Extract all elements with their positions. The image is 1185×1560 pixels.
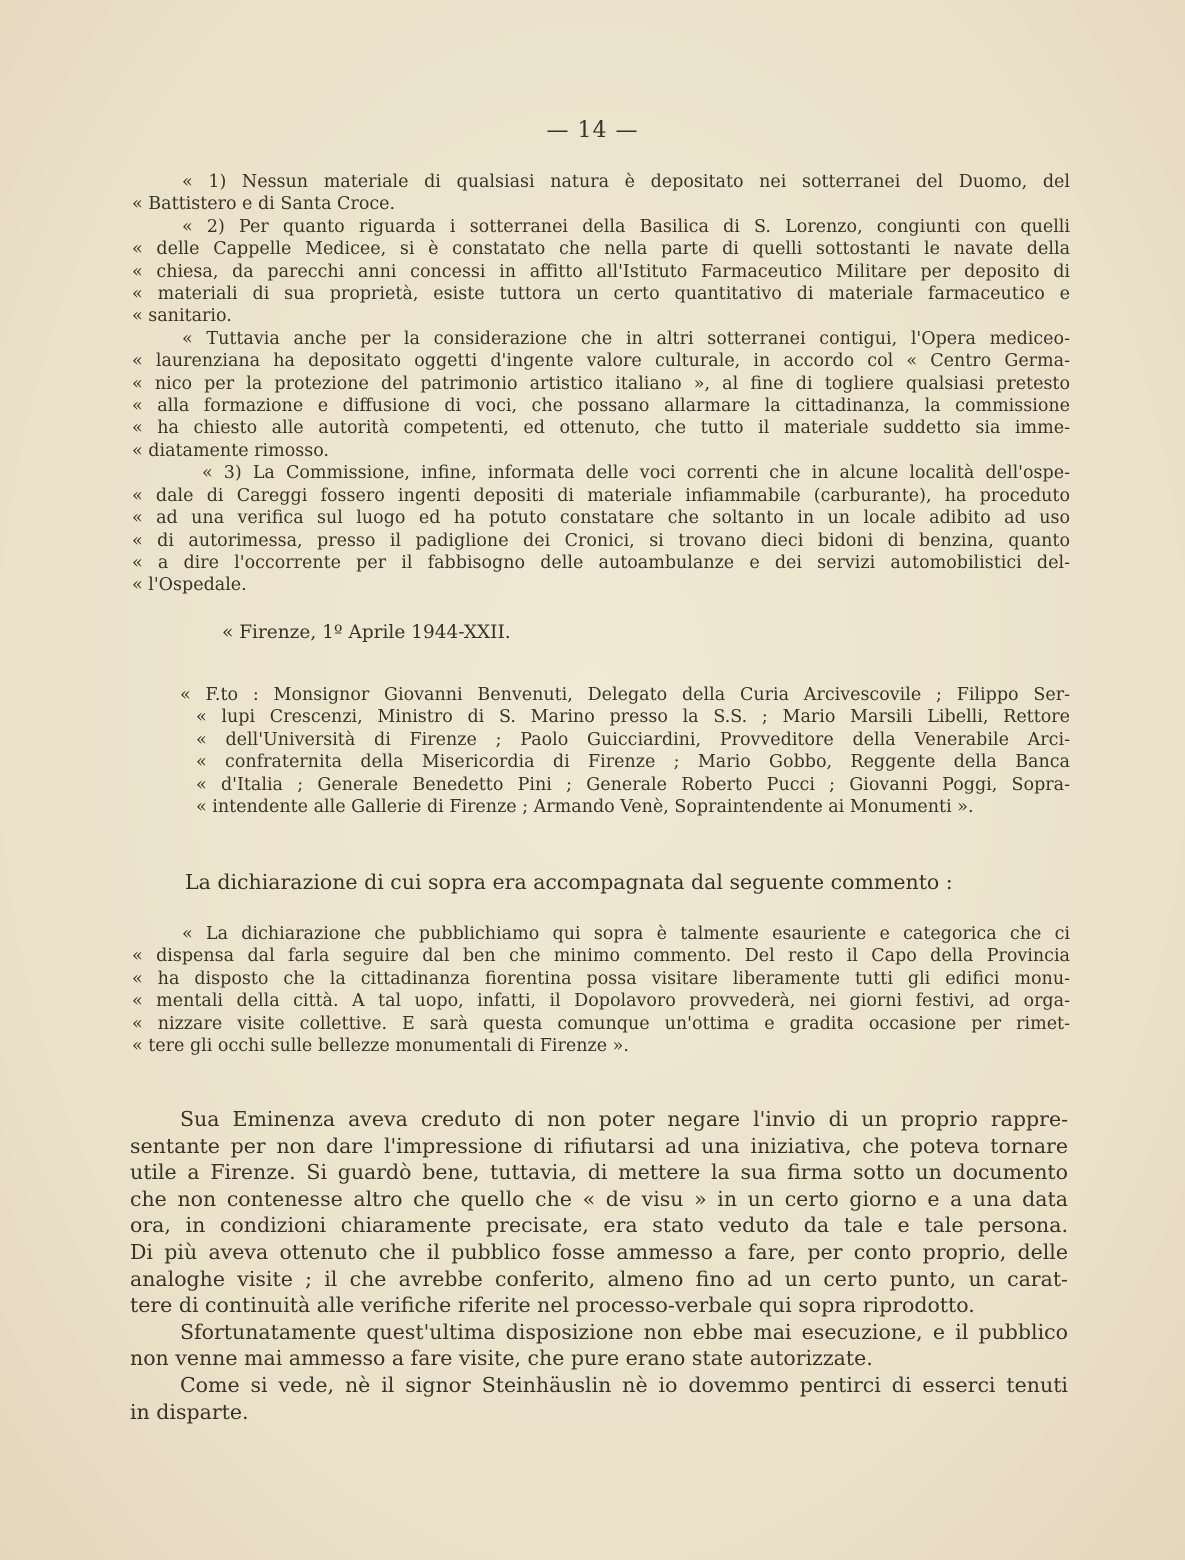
text-line: Sua Eminenza aveva creduto di non poter negare l'invio di un proprio rappre- [180, 1107, 1068, 1131]
text-line: tere di continuità alle verifiche riferite nel processo-verbale qui sopra riprodotto. [130, 1293, 975, 1318]
text-line: ora, in condizioni chiaramente precisate, era stato veduto da tale e tale persona. [130, 1213, 1068, 1238]
text-line: « nizzare visite collettive. E sarà questa comunque un'ottima e gradita occasione per rimet- [132, 1013, 1070, 1034]
text-line: « La dichiarazione che pubblichiamo qui sopra è talmente esauriente e categorica che ci [182, 924, 1070, 944]
text-line: che non contenesse altro che quello che « de visu » in un certo giorno e a una data [130, 1186, 1068, 1211]
text-line: « alla formazione e diffusione di voci, che possano allarmare la cittadinanza, la commissione [132, 396, 1070, 417]
declaration-paragraph-3 [132, 328, 1070, 462]
text-line: « nico per la protezione del patrimonio artistico italiano », al fine di togliere qualsiasi pretesto [132, 373, 1070, 394]
declaration-paragraph-1 [132, 171, 1070, 216]
text-line: « mentali della città. A tal uopo, infatti, il Dopolavoro provvederà, nei giorni festivi, ad orga- [132, 991, 1070, 1012]
signature-line: « confraternita della Misericordia di Firenze ; Mario Gobbo, Reggente della Banca [196, 752, 1070, 773]
signature-line: « d'Italia ; Generale Benedetto Pini ; Generale Roberto Pucci ; Giovanni Poggi, Sopra- [196, 774, 1070, 795]
declaration-block [132, 171, 1070, 597]
signature-line: « dell'Università di Firenze ; Paolo Guicciardini, Provveditore della Venerabile Arci- [196, 729, 1070, 750]
text-line: « ad una verifica sul luogo ed ha potuto constatare che soltanto in un locale adibito ad uso [132, 508, 1070, 529]
text-line: sentante per non dare l'impressione di rifiutarsi ad una iniziativa, che poteva tornare [130, 1133, 1068, 1158]
text-line: non venne mai ammesso a fare visite, che pure erano state autorizzate. [130, 1346, 873, 1371]
comment-block [132, 923, 1070, 1057]
text-line: « ha disposto che la cittadinanza fiorentina possa visitare liberamente tutti gli edifici monu- [132, 968, 1070, 989]
comment-intro: La dichiarazione di cui sopra era accompagnata dal seguente commento : [185, 870, 953, 894]
text-line: « 2) Per quanto riguarda i sotterranei della Basilica di S. Lorenzo, congiunti con quelli [182, 216, 1070, 237]
page-number: — 14 — [546, 118, 639, 143]
declaration-paragraph-2 [132, 216, 1070, 328]
text-line: « l'Ospedale. [132, 575, 247, 596]
text-line: « a dire l'occorrente per il fabbisogno delle autoambulanze e dei servizi automobilistici del- [132, 552, 1070, 573]
date-line: « Firenze, 1º Aprile 1944-XXII. [222, 622, 511, 643]
text-line: analoghe visite ; il che avrebbe conferito, almeno fino ad un certo punto, un carat- [130, 1266, 1068, 1291]
text-line: « sanitario. [132, 306, 232, 327]
text-line: « di autorimessa, presso il padiglione dei Cronici, si trovano dieci bidoni di benzina, quanto [132, 530, 1070, 551]
signature-line: « F.to : Monsignor Giovanni Benvenuti, Delegato della Curia Arcivescovile ; Filippo Ser- [180, 685, 1070, 705]
text-line: « laurenziana ha depositato oggetti d'ingente valore culturale, in accordo col « Centro Germa- [132, 351, 1070, 372]
signature-line: « lupi Crescenzi, Ministro di S. Marino presso la S.S. ; Mario Marsili Libelli, Rettore [196, 707, 1070, 728]
text-line: « Battistero e di Santa Croce. [132, 194, 396, 215]
text-line: « dale di Careggi fossero ingenti depositi di materiale infiammabile (carburante), ha proceduto [132, 485, 1070, 506]
narrative-paragraph-1 [130, 1106, 1068, 1319]
text-line: « diatamente rimosso. [132, 440, 329, 461]
text-line: « materiali di sua proprietà, esiste tuttora un certo quantitativo di materiale farmaceutico e [132, 284, 1070, 305]
declaration-paragraph-4 [132, 462, 1070, 596]
text-line: utile a Firenze. Si guardò bene, tuttavia, di mettere la sua firma sotto un documento [130, 1160, 1068, 1185]
text-line: « 1) Nessun materiale di qualsiasi natura è depositato nei sotterranei del Duomo, del [182, 172, 1070, 192]
text-line: Sfortunatamente quest'ultima disposizione non ebbe mai esecuzione, e il pubblico [180, 1319, 1068, 1344]
text-line: in disparte. [130, 1399, 249, 1424]
text-line: « Tuttavia anche per la considerazione che in altri sotterranei contigui, l'Opera mediceo- [182, 328, 1070, 349]
narrative-paragraph-2 [130, 1319, 1068, 1372]
text-line: « ha chiesto alle autorità competenti, ed ottenuto, che tutto il materiale suddetto sia imme- [132, 418, 1070, 439]
text-line: Come si vede, nè il signor Steinhäuslin nè io dovemmo pentirci di esserci tenuti [180, 1372, 1068, 1397]
narrative-paragraph-3 [130, 1372, 1068, 1425]
text-line: « tere gli occhi sulle bellezze monumentali di Firenze ». [132, 1036, 629, 1057]
text-line: « chiesa, da parecchi anni concessi in affitto all'Istituto Farmaceutico Militare per deposito di [132, 261, 1070, 282]
text-line: « 3) La Commissione, infine, informata delle voci correnti che in alcune località dell'ospe- [202, 463, 1070, 484]
narrative-block [130, 1106, 1068, 1425]
signatures-block [180, 684, 1070, 818]
text-line: « delle Cappelle Medicee, si è constatato che nella parte di quelli sottostanti le navate della [132, 239, 1070, 260]
signature-line: « intendente alle Gallerie di Firenze ; Armando Venè, Sopraintendente ai Monumenti ». [196, 797, 974, 818]
text-line: Di più aveva ottenuto che il pubblico fosse ammesso a fare, per conto proprio, delle [130, 1239, 1068, 1264]
text-line: « dispensa dal farla seguire dal ben che minimo commento. Del resto il Capo della Provincia [132, 946, 1070, 967]
